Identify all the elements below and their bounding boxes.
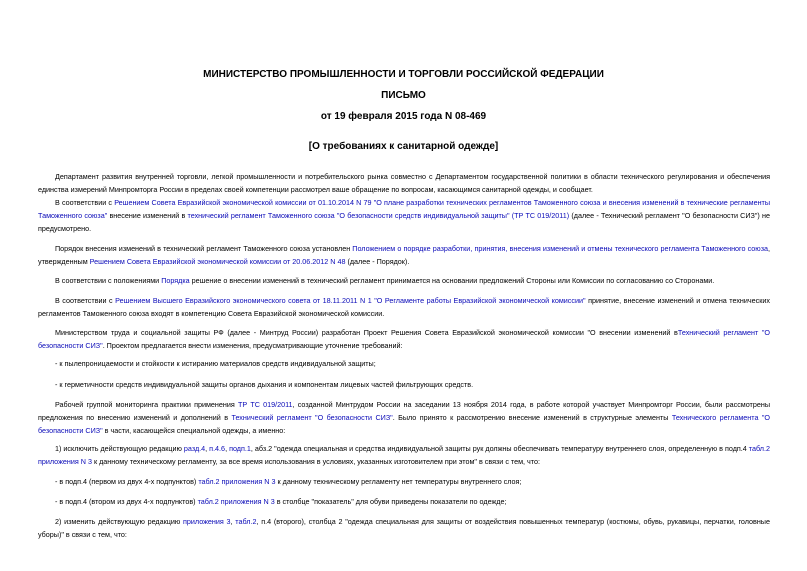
link-table-2-appendix-3-b[interactable]: табл.2 приложения N 3 (198, 477, 276, 486)
paragraph-procedure (38, 242, 770, 268)
paragraph-exclude-item (38, 442, 770, 468)
link-tr-ts-019[interactable]: технический регламент Таможенного союза "О безопасности средств индивидуальной защиты" (ТР ТС 019/2011) (187, 211, 570, 220)
text: , (205, 444, 210, 453)
text: - к пылепроницаемости и стойкости к истиранию материалов средств индивидуальной защиты; (55, 359, 376, 368)
document-subject: [О требованиях к санитарной одежде] (308, 141, 499, 152)
text: к данному техническому регламенту нет температуры внутреннего слоя; (275, 477, 522, 486)
link-eec-decision-48[interactable]: Решением Совета Евразийской экономической комиссии от 20.06.2012 N 48 (89, 257, 346, 266)
text: 2) изменить действующую редакцию (55, 517, 184, 526)
link-supreme-council-decision-1[interactable]: Решением Высшего Евразийского экономического совета от 18.11.2011 N 1 "О Регламенте работы Евразийской экономической комиссии" (115, 296, 586, 305)
paragraph-intro (38, 170, 770, 196)
link-table-2[interactable]: табл.2 (235, 517, 257, 526)
link-table-2-appendix-3[interactable]: табл.2 приложения N 3 (38, 444, 770, 466)
text: в столбце "показатель" для обуви приведены показатели по одежде; (274, 497, 507, 506)
text: - к герметичности средств индивидуальной защиты органов дыхания и компонентам лицевых частей фильтрующих средств. (55, 380, 474, 389)
text: (далее - Порядок). (345, 257, 410, 266)
document-date-number: от 19 февраля 2015 года N 08-469 (320, 111, 487, 122)
link-section-4[interactable]: разд.4 (183, 444, 206, 453)
text: , утвержденным (38, 244, 770, 266)
link-tr-siz[interactable]: Технический регламент "О безопасности СИЗ" (38, 328, 770, 350)
text: - в подп.4 (втором из двух 4-х подпунктов) (55, 497, 198, 506)
text: 1) исключить действующую редакцию (55, 444, 184, 453)
text: решение о внесении изменений в технический регламент принимается на основании предложений Стороны или Комиссии по согласованию со Сторонами. (189, 276, 715, 285)
text: . Было принято к рассмотрению внесение изменений в структурные элементы (392, 413, 672, 422)
paragraph-working-group (38, 398, 770, 437)
link-eec-decision-79[interactable]: Решением Совета Евразийской экономической комиссии от 01.10.2014 N 79 "О плане разработки технических регламентов Таможенного союза и внесения изменений в технические регламенты Таможенного союза" (38, 198, 770, 220)
ministry-heading: МИНИСТЕРСТВО ПРОМЫШЛЕННОСТИ И ТОРГОВЛИ РОССИЙСКОЙ ФЕДЕРАЦИИ (203, 69, 604, 80)
text: - в подп.4 (первом из двух 4-х подпунктов) (55, 477, 199, 486)
text: В соответствии с положениями (55, 276, 162, 285)
text: Департамент развития внутренней торговли, легкой промышленности и потребительского рынка совместно с Департаментом государственной политики в области технического регулирования и обеспечения единства измерений Минпромторга России в пределах своей компетенции рассмотрел ваше обращение по вопросам, касающимся санитарной одежды, и сообщает. (38, 172, 770, 194)
paragraph-change-appendix (38, 515, 770, 541)
link-subitem-1[interactable]: подп.1 (229, 444, 251, 453)
text: В соответствии с (55, 296, 116, 305)
paragraph-supreme-council (38, 294, 770, 320)
text: , созданной Минтрудом России на заседании 13 ноября 2014 года, в работе которой участвует Минпромторг России, были рассмотрены предложения по внесению изменений и дополнений в (38, 400, 770, 422)
text: . Проектом предлагается внести изменения, предусматривающие уточнение требований: (102, 341, 403, 350)
text: внесение изменений в (107, 211, 188, 220)
text: , абз.2 "одежда специальная и средства индивидуальной защиты рук должны обеспечивать температуру внутреннего слоя, определенную в подп.4 (250, 444, 749, 453)
list-item-dust-permeability (38, 357, 770, 370)
text: принятие, внесение изменений и отмена технических регламентов Таможенного союза входят в компетенцию Совета Евразийской экономической комиссии. (38, 296, 771, 318)
paragraph-mintrud-draft (38, 326, 770, 352)
link-regulation-procedure[interactable]: Положением о порядке разработки, принятия, внесения изменений и отмены технического регламента Таможенного союза (352, 244, 768, 253)
text: В соответствии с (55, 198, 115, 207)
list-item-first-subitem-4 (38, 475, 770, 488)
link-item-4-6[interactable]: п.4.6 (209, 444, 226, 453)
text: (далее - Технический регламент "О безопасности СИЗ") не предусмотрено. (38, 211, 771, 233)
text: , (230, 517, 236, 526)
text: к данному техническому регламенту, за все время использования в условиях, указанных изготовителем при этом" в связи с тем, что: (91, 457, 541, 466)
text: Рабочей группой мониторинга практики применения (55, 400, 238, 409)
text: , п.4 (второго), столбца 2 "одежда специальная для защиты от воздействия повышенных температур (костюмы, обувь, рукавицы, перчатки, головные уборы)" в связи с тем, что: (38, 517, 770, 539)
link-procedure[interactable]: Порядка (161, 276, 190, 285)
text: Порядок внесения изменений в технический регламент Таможенного союза установлен (55, 244, 353, 253)
list-item-second-subitem-4 (38, 495, 770, 508)
list-item-respiratory-tightness (38, 378, 770, 391)
paragraph-eec-decision (38, 196, 770, 235)
link-appendix-3[interactable]: приложения 3 (183, 517, 231, 526)
link-table-2-appendix-3-c[interactable]: табл.2 приложения N 3 (197, 497, 275, 506)
link-tr-siz-3[interactable]: Технического регламента "О безопасности СИЗ" (38, 413, 770, 435)
link-tr-siz-2[interactable]: Технический регламент "О безопасности СИЗ" (231, 413, 393, 422)
text: Министерством труда и социальной защиты РФ (далее - Минтруд России) разработан Проект Решения Совета Евразийской экономической комиссии "О внесении изменений в (55, 328, 678, 337)
link-tr-ts-019-2011[interactable]: ТР ТС 019/2011 (237, 400, 293, 409)
text: в части, касающейся специальной одежды, а именно: (102, 426, 286, 435)
text: , (225, 444, 230, 453)
document-type: ПИСЬМО (381, 90, 426, 101)
paragraph-procedure-provisions (38, 274, 770, 287)
